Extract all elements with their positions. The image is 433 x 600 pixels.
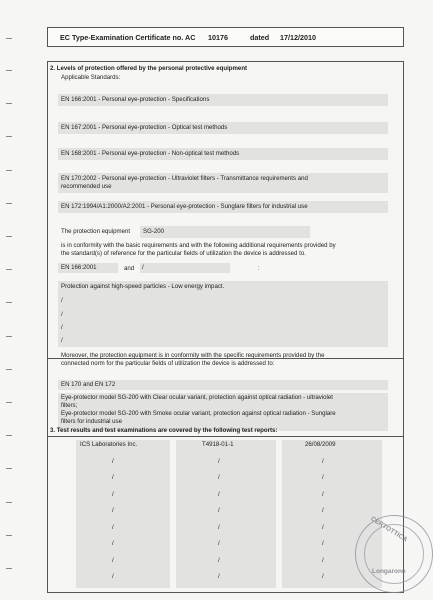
binder-mark [6,535,12,536]
report-date: / [322,507,324,514]
standard-en168: EN 168:2001 - Personal eye-protection - Non-optical test methods [61,150,240,157]
binder-mark [6,502,12,503]
binder-mark [6,170,12,171]
binder-mark [6,435,12,436]
field-shade [140,263,230,273]
slash-value: / [142,264,144,271]
certification-stamp [355,515,433,593]
report-number: / [218,507,220,514]
binder-mark [6,103,12,104]
equipment-label: The protection equipment [61,228,131,235]
section2-heading: 2. Levels of protection offered by the personal protective equipment [50,65,248,72]
standard-en166: EN 166:2001 - Personal eye-protection - Specifications [61,96,210,103]
certificate-header [47,27,404,47]
binder-mark [6,203,12,204]
standard-en170-cont: recommended use [61,183,112,190]
certificate-number: 10176 [208,33,228,42]
moreover-text-1: Moreover, the protection equipment is in conformity with the specific requirements provided by the [61,352,325,359]
standard-en167: EN 167:2001 - Personal eye-protection - Optical test methods [61,124,228,131]
binder-mark [6,269,12,270]
report-lab: / [112,490,114,498]
applicable-standards-label: Applicable Standards: [61,74,121,81]
binder-mark [6,336,12,337]
report-date: / [322,490,324,498]
report-number: / [218,457,220,465]
binder-mark [6,302,12,303]
binder-mark [6,369,12,370]
report-date: 26/08/2009 [305,441,336,448]
binder-mark [6,468,12,469]
conformity-text-2: the standard(s) of reference for the particular fields of utilization the device is addressed to. [61,250,306,257]
report-lab: / [112,556,114,564]
field-shade [176,440,276,588]
moreover-text-2: connected norm for the particular fields of utilization the device is addressed to: [61,360,275,367]
variant-smoke-2: filters for industrial use [61,418,122,425]
report-lab: / [112,573,114,580]
field-shade [58,281,388,347]
report-lab: / [112,457,114,465]
report-number: / [218,573,220,580]
report-number: / [218,474,220,481]
conformity-text-1: is in conformity with the basic requirements and with the following additional requirements provided by [61,242,336,249]
colon-mark: : [258,265,260,272]
binder-mark [6,70,12,71]
stamp-text-bottom: Longarone [372,568,406,575]
report-lab: ICS Laboratories Inc. [80,441,138,448]
field-shade [140,226,310,238]
section-divider [47,436,404,437]
certificate-date: 17/12/2010 [280,33,316,42]
report-date: / [322,457,324,465]
variant-clear-2: filters; [61,402,78,409]
report-lab: / [112,523,114,531]
empty-line-slash: / [61,337,63,344]
dated-label: dated [250,33,270,42]
variant-smoke-1: Eye-protector model SG-200 with Smoke ocular variant, protection against optical radiation - Sunglare [61,410,336,417]
standard-en170: EN 170:2002 - Personal eye-protection - Ultraviolet filters - Transmittance requirements and [61,175,308,182]
field-shade [76,440,170,588]
standard-en172: EN 172:1994/A1:2000/A2:2001 - Personal eye-protection - Sunglare filters for industrial use [61,203,308,210]
report-date: / [322,540,324,547]
binder-mark [6,402,12,403]
stamp-text-top: CERTOTTICA [369,515,409,544]
report-number: T4918-01-1 [202,441,234,448]
report-number: / [218,490,220,498]
section3-heading: 3. Test results and test examinations are covered by the following test reports: [50,427,278,434]
report-number: / [218,556,220,564]
report-lab: / [112,507,114,514]
report-lab: / [112,540,114,547]
binder-mark [6,38,12,39]
equipment-model: SG-200 [143,228,165,235]
empty-line-slash: / [61,324,63,331]
report-date: / [322,523,324,531]
report-date: / [322,556,324,564]
empty-line-slash: / [61,311,63,318]
en-references: EN 170 and EN 172 [61,381,116,388]
report-date: / [322,474,324,481]
certificate-title: EC Type-Examination Certificate no. AC [60,33,196,42]
and-label: and [124,265,135,272]
standard-ref: EN 166:2001 [61,264,97,271]
variant-clear-1: Eye-protector model SG-200 with Clear ocular variant, protection against optical radiation - ultraviolet [61,394,333,401]
report-date: / [322,573,324,580]
report-number: / [218,540,220,547]
report-number: / [218,523,220,531]
empty-line-slash: / [61,297,63,304]
binder-mark [6,236,12,237]
report-lab: / [112,474,114,481]
binder-mark [6,568,12,569]
protection-description: Protection against high-speed particles - Low energy impact. [61,283,225,290]
binder-mark [6,136,12,137]
